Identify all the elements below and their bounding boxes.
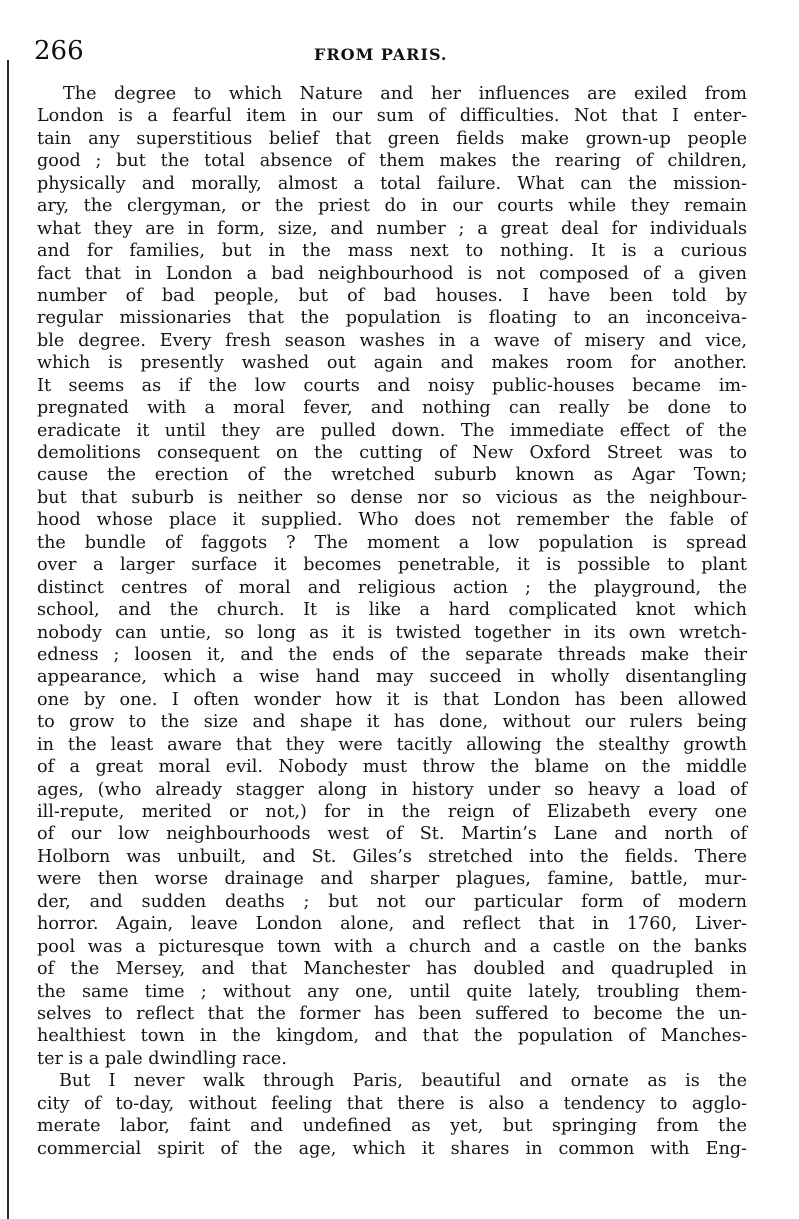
text-line: selves to reflect that the former has been suffered to become the un- (37, 1003, 747, 1024)
text-line: which is presently washed out again and makes room for another. (37, 353, 747, 374)
text-line: what they are in form, size, and number ; a great deal for individuals (37, 218, 747, 239)
page-number: 266 (34, 36, 84, 66)
text-line: distinct centres of moral and religious action ; the playground, the (37, 577, 747, 598)
text-line: hood whose place it supplied. Who does not remember the fable of (37, 510, 747, 531)
text-line: physically and morally, almost a total failure. What can the mission- (37, 173, 747, 194)
text-line: demolitions consequent on the cutting of New Oxford Street was to (37, 443, 747, 463)
text-line: ble degree. Every fresh season washes in a wave of misery and vice, (37, 330, 747, 351)
text-line: pool was a picturesque town with a church and a castle on the banks (37, 936, 747, 957)
text-line: tain any superstitious belief that green fields make grown-up people (37, 128, 747, 149)
text-line: horror. Again, leave London alone, and reflect that in 1760, Liver- (37, 914, 747, 935)
text-line: The degree to which Nature and her influences are exiled from (63, 84, 747, 104)
text-line: one by one. I often wonder how it is that London has been allowed (37, 689, 747, 710)
text-line: good ; but the total absence of them makes the rearing of children, (37, 151, 747, 172)
text-line: of our low neighbourhoods west of St. Martin’s Lane and north of (37, 824, 747, 845)
text-line: of the Mersey, and that Manchester has doubled and quadrupled in (37, 959, 747, 980)
text-line: ages, (who already stagger along in history under so heavy a load of (37, 779, 747, 800)
text-line: were then worse drainage and sharper plagues, famine, battle, mur- (37, 869, 747, 890)
text-line: edness ; loosen it, and the ends of the separate threads make their (37, 644, 747, 665)
text-line: But I never walk through Paris, beautiful and ornate as is the (59, 1071, 747, 1092)
text-line: in the least aware that they were tacitly allowing the stealthy growth (37, 734, 747, 755)
text-line: over a larger surface it becomes penetrable, it is possible to plant (37, 555, 747, 576)
text-line: ill-repute, merited or not,) for in the reign of Elizabeth every one (37, 802, 747, 822)
text-line: number of bad people, but of bad houses. I have been told by (37, 285, 747, 306)
body-text (37, 83, 747, 1160)
text-line: healthiest town in the kingdom, and that the population of Manches- (37, 1026, 747, 1047)
paragraph-1 (37, 83, 747, 1070)
text-line: merate labor, faint and undefined as yet, but springing from the (37, 1116, 747, 1137)
text-line: school, and the church. It is like a hard complicated knot which (37, 600, 747, 621)
page-header (34, 36, 759, 76)
text-line: ter is a pale dwindling race. (37, 1048, 287, 1069)
text-line: city of to-day, without feeling that there is also a tendency to agglo- (37, 1093, 747, 1114)
text-line: It seems as if the low courts and noisy public-houses became im- (37, 375, 747, 396)
text-line: but that suburb is neither so dense nor so vicious as the neighbour- (37, 487, 747, 508)
text-line: the same time ; without any one, until quite lately, troubling them- (37, 981, 747, 1002)
text-line: Holborn was unbuilt, and St. Giles’s stretched into the fields. There (37, 846, 747, 867)
text-line: regular missionaries that the population is floating to an inconceiva- (37, 308, 747, 329)
text-line: fact that in London a bad neighbourhood is not composed of a given (37, 263, 747, 284)
text-line: eradicate it until they are pulled down. The immediate effect of the (37, 420, 747, 441)
text-line: London is a fearful item in our sum of difficulties. Not that I enter- (37, 106, 747, 127)
text-line: der, and sudden deaths ; but not our particular form of modern (37, 891, 747, 912)
page-edge-rule (7, 60, 9, 1219)
text-line: commercial spirit of the age, which it shares in common with Eng- (37, 1138, 747, 1159)
text-line: and for families, but in the mass next to nothing. It is a curious (37, 241, 747, 262)
running-title: FROM PARIS. (314, 45, 448, 64)
text-line: appearance, which a wise hand may succeed in wholly disentangling (37, 667, 747, 688)
paragraph-2 (37, 1070, 747, 1160)
text-line: to grow to the size and shape it has done, without our rulers being (37, 712, 747, 733)
text-line: of a great moral evil. Nobody must throw the blame on the middle (37, 757, 747, 778)
text-line: pregnated with a moral fever, and nothing can really be done to (37, 398, 747, 419)
text-line: ary, the clergyman, or the priest do in our courts while they remain (37, 196, 747, 217)
text-line: nobody can untie, so long as it is twisted together in its own wretch- (37, 622, 747, 643)
text-line: the bundle of faggots ? The moment a low population is spread (37, 532, 747, 553)
text-line: cause the erection of the wretched suburb known as Agar Town; (37, 465, 747, 486)
